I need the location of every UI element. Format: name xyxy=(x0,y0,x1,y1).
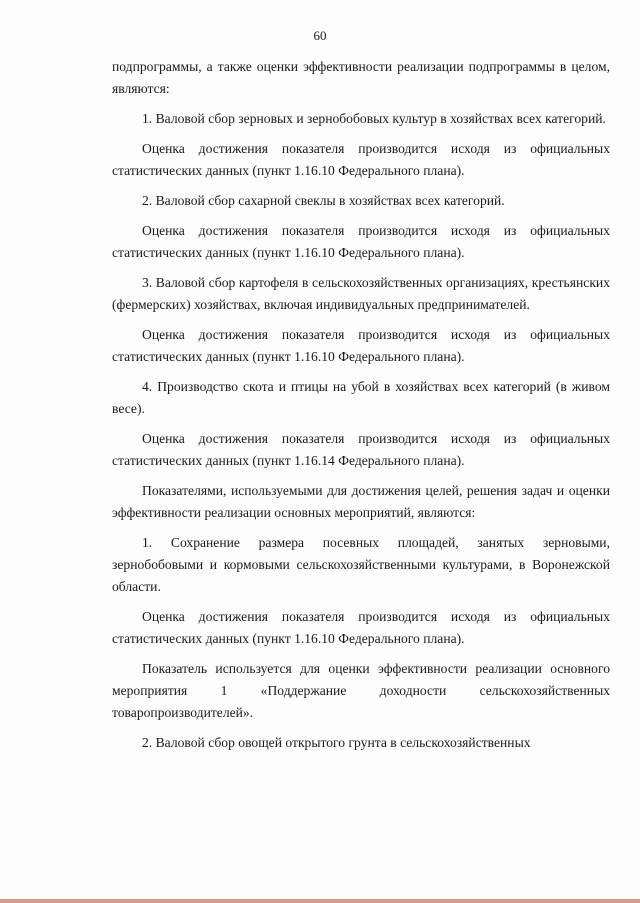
page-edge-mark xyxy=(0,899,640,903)
assessment-paragraph: Оценка достижения показателя производится исходя из официальных статистических данных (пункт 1.16.14 Федерального плана). xyxy=(112,431,610,468)
document-body xyxy=(112,56,610,762)
measure-indicator-item-2: 2. Валовой сбор овощей открытого грунта в сельскохозяйственных xyxy=(142,735,531,750)
page-number: 60 xyxy=(313,28,327,43)
assessment-paragraph: Оценка достижения показателя производится исходя из официальных статистических данных (пункт 1.16.10 Федерального плана). xyxy=(112,327,610,364)
indicator-item-3: 3. Валовой сбор картофеля в сельскохозяйственных организациях, крестьянских (фермерских) хозяйствах, включая индивидуальных предпринимателей. xyxy=(112,275,610,312)
indicator-usage-paragraph: Показатель используется для оценки эффективности реализации основного мероприятия 1 «Поддержание доходности сельскохозяйственных товаропроизводителей». xyxy=(112,661,610,720)
indicator-item-4: 4. Производство скота и птицы на убой в хозяйствах всех категорий (в живом весе). xyxy=(112,379,610,416)
indicator-item-2: 2. Валовой сбор сахарной свеклы в хозяйствах всех категорий. xyxy=(142,193,505,208)
section-intro-paragraph: Показателями, используемыми для достижения целей, решения задач и оценки эффективности реализации основных мероприятий, являются: xyxy=(112,483,610,520)
assessment-paragraph: Оценка достижения показателя производится исходя из официальных статистических данных (пункт 1.16.10 Федерального плана). xyxy=(112,141,610,178)
measure-indicator-item-1: 1. Сохранение размера посевных площадей, занятых зерновыми, зернобобовыми и кормовыми сельскохозяйственными культурами, в Воронежской области. xyxy=(112,535,610,594)
indicator-item-1: 1. Валовой сбор зерновых и зернобобовых культур в хозяйствах всех категорий. xyxy=(142,111,606,126)
assessment-paragraph: Оценка достижения показателя производится исходя из официальных статистических данных (пункт 1.16.10 Федерального плана). xyxy=(112,609,610,646)
assessment-paragraph: Оценка достижения показателя производится исходя из официальных статистических данных (пункт 1.16.10 Федерального плана). xyxy=(112,223,610,260)
paragraph-continuation: подпрограммы, а также оценки эффективности реализации подпрограммы в целом, являются: xyxy=(112,59,610,96)
